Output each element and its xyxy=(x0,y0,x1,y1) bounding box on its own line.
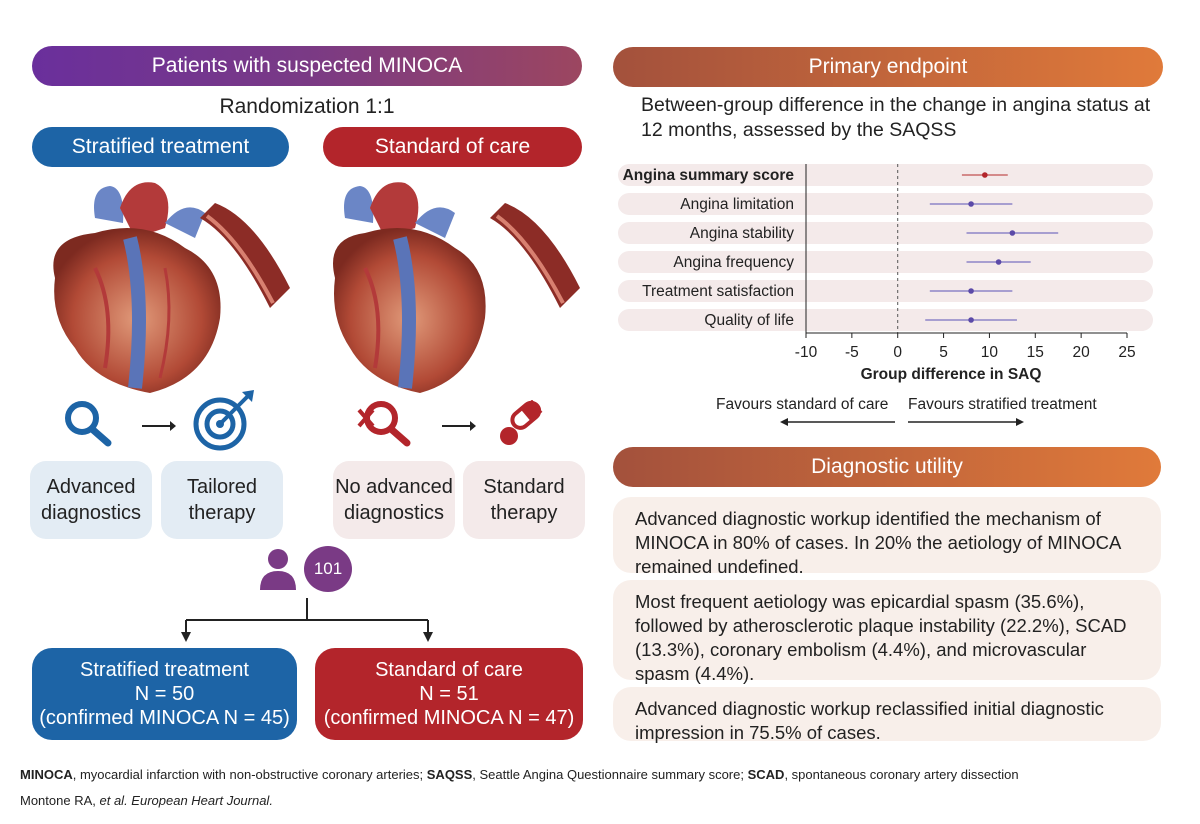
stratified-treatment-label: Stratified treatment xyxy=(32,127,289,167)
box-line: diagnostics xyxy=(343,502,445,524)
forest-row-bg xyxy=(618,309,1153,331)
forest-tick-label: 25 xyxy=(1118,344,1136,361)
abbreviations-footnote xyxy=(20,767,1019,782)
standard-of-care-label: Standard of care xyxy=(323,127,582,167)
diagnostic-utility-header: Diagnostic utility xyxy=(613,447,1161,487)
forest-row-label: Angina frequency xyxy=(673,254,794,271)
forest-tick-label: 10 xyxy=(980,344,999,361)
standard-therapy-box xyxy=(463,461,585,539)
diagnostic-finding-1: Advanced diagnostic workup identified the mechanism of MINOCA in 80% of cases. In 20% the aetiology of MINOCA remained undefined. xyxy=(613,497,1161,573)
stratified-result-confirmed: (confirmed MINOCA N = 45) xyxy=(39,707,290,729)
stratified-result-n: N = 50 xyxy=(134,683,195,705)
favours-standard-label: Favours standard of care xyxy=(716,396,889,413)
person-icon xyxy=(258,546,298,592)
patients-count-badge: 101 xyxy=(304,546,352,592)
forest-x-label: Group difference in SAQ xyxy=(860,366,1042,383)
forest-point xyxy=(968,317,974,323)
abbr-scad: SCAD xyxy=(747,767,785,782)
forest-row-label: Angina stability xyxy=(689,225,794,242)
forest-tick-label: 15 xyxy=(1026,344,1044,361)
box-line: Advanced xyxy=(46,476,136,498)
favours-stratified-label: Favours stratified treatment xyxy=(908,396,1097,413)
def-minoca: , myocardial infarction with non-obstructive coronary arteries; xyxy=(72,767,427,782)
diagnostic-finding-2: Most frequent aetiology was epicardial spasm (35.6%), followed by atherosclerotic plaque instability (22.2%), SCAD (13.3%), coronary embolism (4.4%), and microvascular spasm (4.4%). xyxy=(613,580,1161,680)
forest-point xyxy=(996,259,1002,265)
citation-authors: Montone RA, xyxy=(20,793,100,808)
forest-point xyxy=(968,288,974,294)
abbr-minoca: MINOCA xyxy=(20,767,73,782)
allocation-tree xyxy=(175,596,445,646)
citation-journal: et al. European Heart Journal. xyxy=(99,793,273,808)
box-line: therapy xyxy=(490,502,558,524)
forest-row-label: Quality of life xyxy=(704,312,794,329)
forest-row-label: Angina limitation xyxy=(680,196,794,213)
forest-point xyxy=(968,201,974,207)
def-saqss: , Seattle Angina Questionnaire summary score; xyxy=(472,767,748,782)
stratified-result-title: Stratified treatment xyxy=(80,659,249,681)
standard-result-confirmed: (confirmed MINOCA N = 47) xyxy=(323,707,575,729)
forest-row-label: Angina summary score xyxy=(622,167,794,184)
primary-endpoint-header: Primary endpoint xyxy=(613,47,1163,87)
standard-result-title: Standard of care xyxy=(375,659,523,681)
forest-point xyxy=(1010,230,1016,236)
standard-result-box xyxy=(315,648,583,740)
stratified-result-box xyxy=(32,648,297,740)
diagnostic-finding-3: Advanced diagnostic workup reclassified initial diagnostic impression in 75.5% of cases. xyxy=(613,687,1161,741)
forest-tick-label: -5 xyxy=(844,344,859,361)
forest-tick-label: 0 xyxy=(893,344,903,361)
favours-arrows xyxy=(780,414,1030,430)
randomization-label: Randomization 1:1 xyxy=(219,95,395,118)
abbr-saqss: SAQSS xyxy=(426,767,473,782)
forest-tick-label: -10 xyxy=(794,344,818,361)
box-line: therapy xyxy=(188,502,256,524)
no-advanced-diagnostics-box xyxy=(333,461,455,539)
advanced-diagnostics-box xyxy=(30,461,152,539)
forest-row-label: Treatment satisfaction xyxy=(642,283,794,300)
tailored-therapy-box xyxy=(161,461,283,539)
forest-tick-label: 20 xyxy=(1072,344,1090,361)
standard-result-n: N = 51 xyxy=(419,683,479,705)
forest-point xyxy=(982,172,988,178)
box-line: Standard xyxy=(483,476,565,498)
box-line: diagnostics xyxy=(40,502,142,524)
box-line: No advanced xyxy=(335,476,453,498)
patients-header: Patients with suspected MINOCA xyxy=(32,46,582,86)
citation xyxy=(20,793,273,808)
box-line: Tailored xyxy=(186,476,258,498)
endpoint-description: Between-group difference in the change in angina status at 12 months, assessed by the SAQSS xyxy=(641,94,1151,141)
forest-tick-label: 5 xyxy=(939,344,948,361)
def-scad: , spontaneous coronary artery dissection xyxy=(784,767,1019,782)
